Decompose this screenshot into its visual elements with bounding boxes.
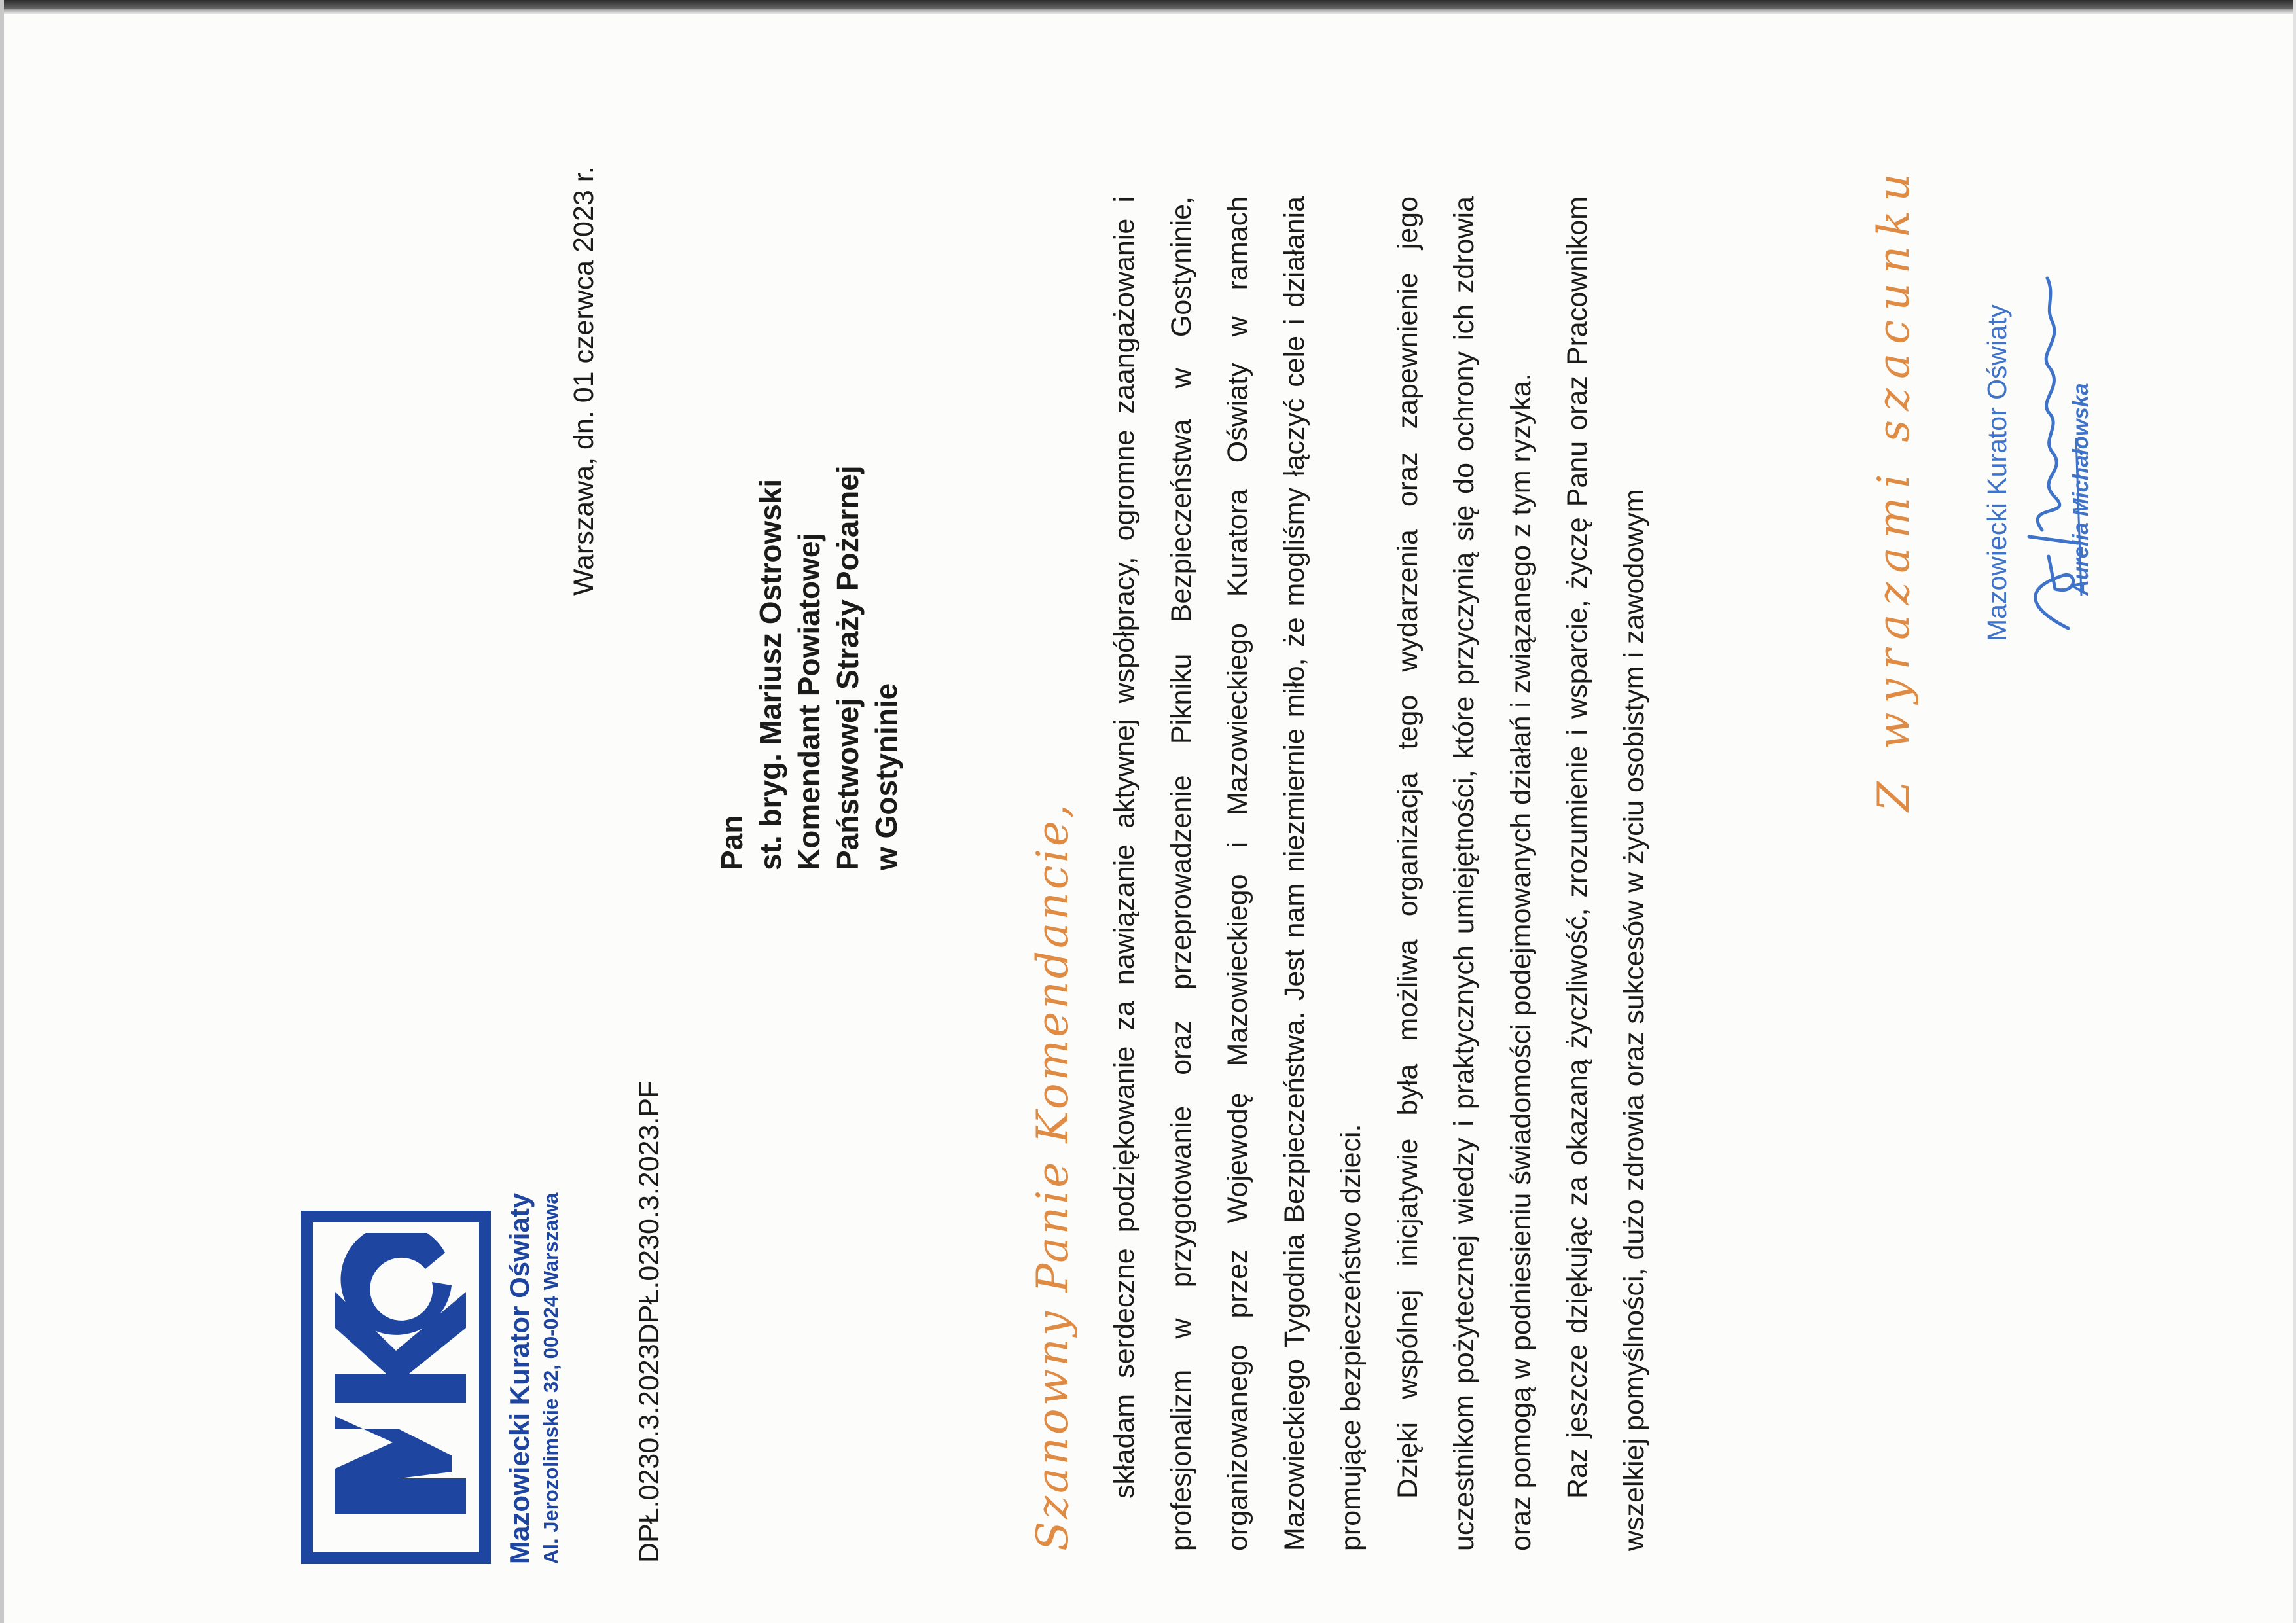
document-reference: DPŁ.0230.3.2023DPŁ.0230.3.2023.PF: [634, 1080, 665, 1563]
signatory-title: Mazowiecki Kurator Oświaty: [1982, 304, 2012, 641]
body-paragraph: Dzięki wspólnej inicjatywie była możliwa organizacja tego wydarzenia oraz zapewnienie jego uczestnikom pożytecznej wiedzy i praktycznych umiejętności, które przyczynią się do ochrony ich zdrowia oraz pomogą w podniesieniu świadomości podejmowanych działań i związanego z tym ryzyka.: [1391, 196, 1537, 1551]
scan-edge-shadow: [0, 9, 2296, 14]
addressee-line: Państwowej Straży Pożarnej: [831, 465, 865, 870]
letter-page: [85, 79, 2212, 1603]
addressee-line: Pan: [715, 815, 749, 870]
signatory-name: Aurelia Michałowska: [2068, 383, 2092, 596]
scan-edge-left: [0, 0, 4, 1623]
letter-date: Warszawa, dn. 01 czerwca 2023 r.: [568, 166, 600, 596]
handwritten-salutation: Szanowny Panie Komendancie,: [1028, 802, 1078, 1551]
body-paragraph: składam serdeczne podziękowanie za nawiązanie aktywnej współpracy, ogromne zaangażowanie i profesjonalizm w przygotowanie oraz przeprowadzenie Pikniku Bezpieczeństwa w Gostyninie, organizowanego przez Wojewodę Mazowieckiego i Mazowieckiego Kuratora Oświaty w ramach Mazowieckiego Tygodnia Bezpieczeństwa. Jest nam niezmiernie miło, że mogliśmy łączyć cele i działania promujące bezpieczeństwo dzieci.: [1109, 196, 1367, 1551]
scan-edge-top: [0, 0, 2296, 9]
mko-logo-mark: [321, 1233, 473, 1541]
handwritten-closing: Z wyrazami szacunku: [1869, 164, 1919, 812]
letter-body: [1096, 196, 1662, 1551]
scan-edge-right: [2293, 0, 2296, 1623]
mko-logo: [301, 1211, 491, 1564]
institution-address: Al. Jerozolimskie 32, 00-024 Warszawa: [539, 1192, 562, 1564]
body-paragraph: Raz jeszcze dziękując za okazaną życzliwość, zrozumienie i wsparcie, życzę Panu oraz Pracownikom wszelkiej pomyślności, dużo zdrowia oraz sukcesów w życiu osobistym i zawodowym: [1562, 196, 1650, 1551]
addressee-line: w Gostyninie: [869, 683, 903, 870]
addressee-line: st. bryg. Mariusz Ostrowski: [753, 478, 787, 870]
addressee-line: Komendant Powiatowej: [792, 532, 826, 870]
institution-name: Mazowiecki Kurator Oświaty: [504, 1192, 535, 1564]
